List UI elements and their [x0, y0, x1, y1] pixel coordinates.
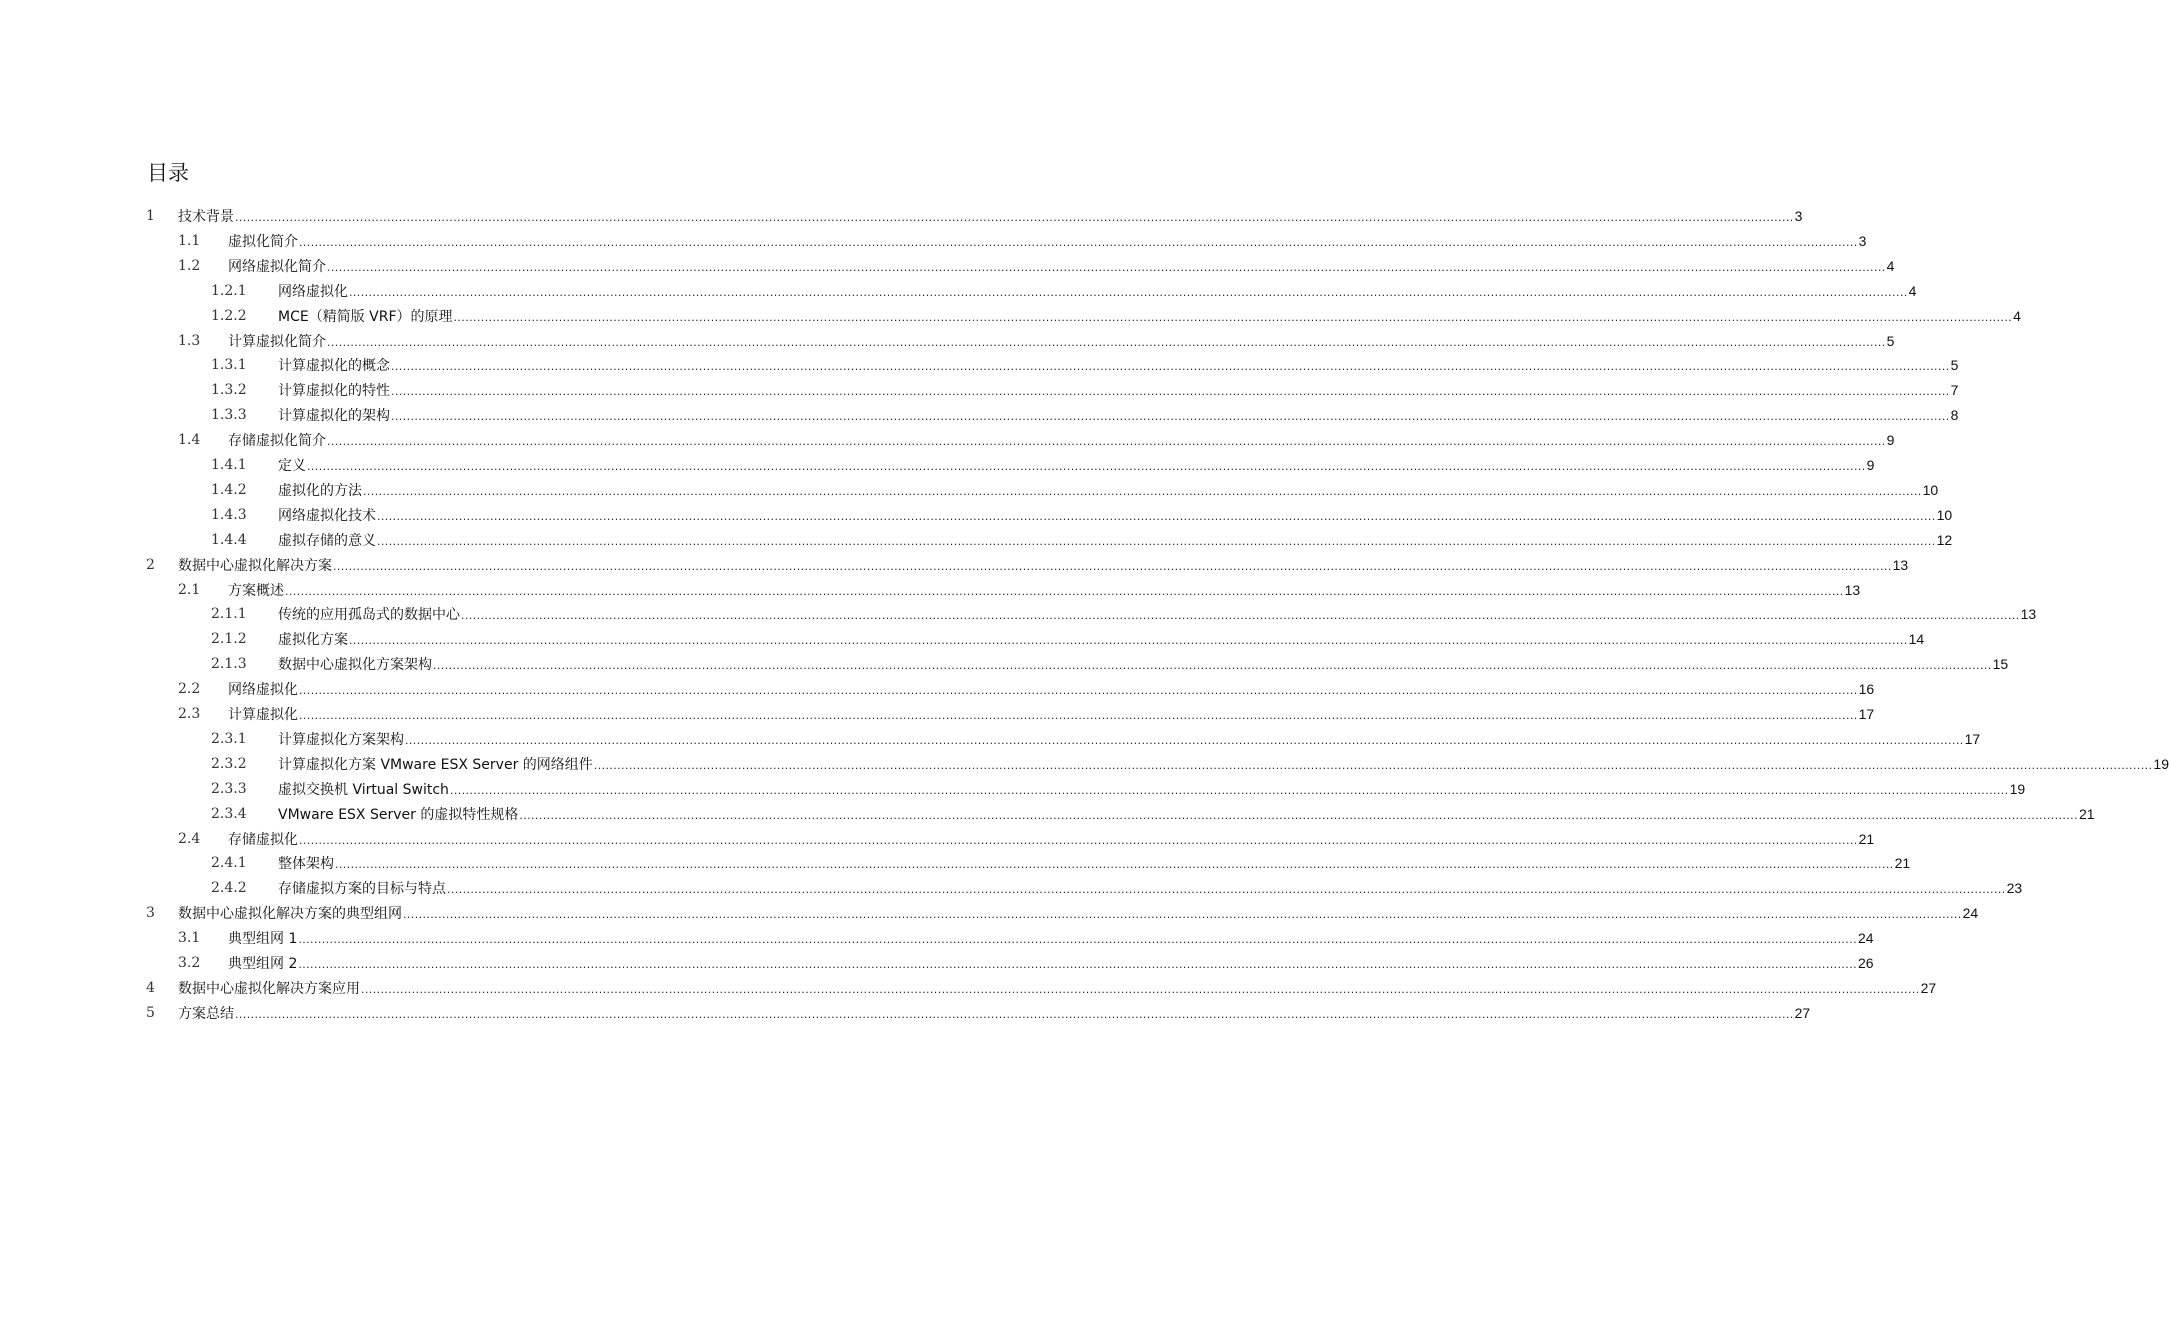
dot-leader: ................................................................................................................................................................................................................................................................................................................................................................................................................ [593, 758, 2153, 772]
toc-entry-number: 2.1.2 [211, 631, 247, 648]
toc-entry-number: 1.3.1 [211, 357, 247, 374]
dot-leader: ................................................................................................................................................................................................................................................................................................................................................................................................................ [299, 833, 1858, 847]
toc-entry-page-number: 13 [2020, 606, 2037, 623]
toc-entry-number: 1.4.4 [211, 531, 247, 548]
toc-entry-line [278, 304, 2021, 331]
dot-leader: ................................................................................................................................................................................................................................................................................................................................................................................................................ [299, 684, 1858, 698]
toc-entry-title[interactable]: 方案总结 [178, 1005, 234, 1022]
toc-entry-number: 2.4.1 [211, 855, 247, 872]
toc-entry-title[interactable]: 计算虚拟化的特性 [278, 383, 390, 400]
dot-leader: ................................................................................................................................................................................................................................................................................................................................................................................................................ [327, 335, 1886, 349]
dot-leader: ................................................................................................................................................................................................................................................................................................................................................................................................................ [298, 933, 1857, 947]
toc-entry[interactable] [0, 1001, 1811, 1026]
dot-leader: ................................................................................................................................................................................................................................................................................................................................................................................................................ [461, 609, 2020, 623]
toc-entry-number: 4 [146, 979, 155, 996]
toc-entry-number: 2.3.3 [211, 780, 247, 797]
toc-entry-number: 1 [146, 208, 155, 224]
toc-entry[interactable] [0, 802, 2095, 827]
toc-entry-line [228, 827, 1875, 854]
toc-entry[interactable] [0, 578, 1861, 603]
toc-entry-title[interactable]: 方案概述 [228, 582, 284, 599]
toc-entry-page-number: 4 [2013, 307, 2021, 324]
toc-entry[interactable] [0, 304, 2021, 329]
toc-entry-title[interactable]: 定义 [278, 458, 306, 474]
toc-entry-number: 1.2 [178, 257, 201, 274]
toc-entry-number: 1.4.1 [211, 457, 247, 473]
toc-entry-page-number: 21 [2078, 805, 2095, 822]
toc-entry-number: 2.3.4 [211, 805, 247, 822]
dot-leader: ................................................................................................................................................................................................................................................................................................................................................................................................................ [349, 285, 1908, 299]
toc-entry-number: 2.1 [178, 581, 201, 598]
dot-leader: ................................................................................................................................................................................................................................................................................................................................................................................................................ [327, 260, 1886, 274]
toc-entry-title[interactable]: 计算虚拟化方案 VMware ESX Server 的网络组件 [278, 756, 593, 773]
dot-leader: ................................................................................................................................................................................................................................................................................................................................................................................................................ [433, 659, 1992, 673]
toc-entry-number: 2.3.1 [211, 730, 247, 747]
toc-entry-page-number: 8 [1950, 407, 1959, 424]
toc-entry-line [278, 403, 1959, 430]
toc-entry-line [278, 627, 1925, 654]
toc-entry-page-number: 3 [1794, 208, 1803, 224]
toc-entry[interactable] [0, 702, 1875, 727]
toc-entry-page-number: 3 [1858, 232, 1867, 249]
toc-entry[interactable] [0, 279, 1917, 304]
toc-entry-page-number: 7 [1950, 382, 1959, 399]
toc-entry-title[interactable]: 存储虚拟化简介 [228, 433, 326, 450]
toc-entry-page-number: 27 [1920, 979, 1937, 996]
toc-entry-number: 1.2.2 [211, 307, 247, 324]
dot-leader: ................................................................................................................................................................................................................................................................................................................................................................................................................ [519, 808, 2078, 822]
toc-entry[interactable] [0, 602, 2037, 627]
toc-entry-page-number: 10 [1922, 481, 1939, 498]
toc-entry-number: 1.4 [178, 432, 201, 449]
toc-entry-number: 3.2 [178, 955, 201, 971]
toc-entry-title[interactable]: VMware ESX Server 的虚拟特性规格 [278, 806, 519, 823]
toc-entry-page-number: 16 [1858, 681, 1875, 698]
toc-entry-number: 5 [146, 1004, 155, 1021]
toc-entry-number: 1.3.2 [211, 382, 247, 399]
toc-entry-title[interactable]: 典型组网 2 [228, 956, 298, 972]
toc-entry-page-number: 24 [1858, 930, 1874, 947]
toc-entry-line [228, 254, 1895, 281]
dot-leader: ................................................................................................................................................................................................................................................................................................................................................................................................................ [307, 460, 1866, 473]
toc-entry-number: 3 [146, 905, 155, 922]
toc-entry-page-number: 21 [1858, 830, 1875, 847]
toc-entry-page-number: 9 [1866, 457, 1875, 473]
toc-entry-title[interactable]: 虚拟化简介 [228, 233, 298, 250]
toc-entry[interactable] [0, 204, 1803, 229]
dot-leader: ................................................................................................................................................................................................................................................................................................................................................................................................................ [298, 958, 1857, 971]
toc-entry[interactable] [0, 428, 1895, 453]
toc-entry-title[interactable]: 虚拟交换机 Virtual Switch [278, 781, 449, 798]
toc-entry-page-number: 12 [1936, 531, 1953, 548]
dot-leader: ................................................................................................................................................................................................................................................................................................................................................................................................................ [377, 509, 1936, 523]
toc-entry-line [278, 279, 1917, 306]
toc-entry-number: 1.3 [178, 332, 201, 349]
dot-leader: ................................................................................................................................................................................................................................................................................................................................................................................................................ [335, 858, 1894, 872]
toc-entry-number: 1.4.2 [211, 481, 247, 498]
toc-entry[interactable] [0, 752, 2169, 777]
toc-entry-line [278, 851, 1911, 878]
dot-leader: ................................................................................................................................................................................................................................................................................................................................................................................................................ [363, 484, 1922, 498]
toc-entry-number: 1.4.3 [211, 506, 247, 523]
dot-leader: ................................................................................................................................................................................................................................................................................................................................................................................................................ [235, 1007, 1794, 1021]
toc-entry-title[interactable]: 网络虚拟化简介 [228, 258, 326, 275]
dot-leader: ................................................................................................................................................................................................................................................................................................................................................................................................................ [327, 435, 1886, 449]
toc-entry-page-number: 19 [2009, 780, 2026, 797]
toc-entry-title[interactable]: 数据中心虚拟化解决方案应用 [178, 980, 360, 997]
dot-leader: ................................................................................................................................................................................................................................................................................................................................................................................................................ [391, 360, 1950, 374]
toc-entry[interactable] [0, 254, 1895, 279]
dot-leader: ................................................................................................................................................................................................................................................................................................................................................................................................................ [403, 908, 1962, 922]
toc-entry-page-number: 23 [2006, 880, 2023, 897]
toc-entry-page-number: 14 [1908, 631, 1925, 648]
toc-entry-line [278, 353, 1959, 380]
toc-entry-title[interactable]: 存储虚拟方案的目标与特点 [278, 881, 446, 898]
toc-entry-page-number: 24 [1962, 905, 1979, 922]
toc-entry-number: 2 [146, 556, 155, 573]
dot-leader: ................................................................................................................................................................................................................................................................................................................................................................................................................ [391, 410, 1950, 424]
toc-entry-page-number: 17 [1858, 706, 1875, 722]
toc-entry-line [228, 926, 1874, 953]
toc-entry-line [228, 229, 1867, 256]
dot-leader: ................................................................................................................................................................................................................................................................................................................................................................................................................ [361, 982, 1920, 996]
toc-entry[interactable] [0, 553, 1909, 578]
toc-entry-title[interactable]: 计算虚拟化的概念 [278, 358, 390, 375]
toc-entry-title[interactable]: 数据中心虚拟化方案架构 [278, 657, 432, 674]
dot-leader: ................................................................................................................................................................................................................................................................................................................................................................................................................ [391, 385, 1950, 399]
toc-entry[interactable] [0, 727, 1981, 752]
toc-entry-page-number: 26 [1858, 955, 1874, 971]
toc-entry[interactable] [0, 901, 1979, 926]
toc-entry-line [278, 378, 1959, 405]
toc-entry-line [178, 901, 1979, 928]
toc-entry-title[interactable]: 网络虚拟化 [278, 283, 348, 300]
toc-entry-title[interactable]: 数据中心虚拟化解决方案 [178, 557, 332, 574]
toc-entry-line [228, 951, 1874, 978]
dot-leader: ................................................................................................................................................................................................................................................................................................................................................................................................................ [333, 559, 1892, 573]
toc-entry-line [178, 1001, 1811, 1028]
toc-entry[interactable] [0, 528, 1953, 553]
toc-entry-line [228, 329, 1895, 356]
toc-entry-number: 3.1 [178, 930, 201, 947]
toc-entry[interactable] [0, 478, 1939, 503]
toc-entry-line [228, 702, 1875, 729]
toc-entry-line [278, 602, 2037, 629]
toc-entry-line [178, 553, 1909, 580]
toc-entry-number: 2.2 [178, 681, 201, 698]
dot-leader: ................................................................................................................................................................................................................................................................................................................................................................................................................ [299, 235, 1858, 249]
toc-entry-page-number: 15 [1992, 656, 2009, 673]
toc-entry-number: 1.3.3 [211, 407, 247, 424]
toc-entry-page-number: 5 [1950, 357, 1959, 374]
toc-entry-number: 2.4.2 [211, 880, 247, 897]
toc-entry-title[interactable]: 网络虚拟化 [228, 682, 298, 699]
dot-leader: ................................................................................................................................................................................................................................................................................................................................................................................................................ [299, 709, 1858, 722]
toc-entry[interactable] [0, 926, 1874, 951]
toc-entry-page-number: 4 [1908, 282, 1917, 299]
toc-entry-title[interactable]: 计算虚拟化方案架构 [278, 731, 404, 748]
toc-entry[interactable] [0, 403, 1959, 428]
toc-entry-line [278, 503, 1953, 530]
toc-entry-line [278, 528, 1953, 555]
toc-entry-page-number: 17 [1964, 730, 1981, 747]
toc-entry-number: 2.4 [178, 830, 201, 847]
toc-entry[interactable] [0, 976, 1937, 1001]
toc-entry-title[interactable]: 计算虚拟化的架构 [278, 408, 390, 425]
toc-entry-line [278, 752, 2169, 779]
dot-leader: ................................................................................................................................................................................................................................................................................................................................................................................................................ [235, 211, 1794, 224]
dot-leader: ................................................................................................................................................................................................................................................................................................................................................................................................................ [447, 883, 2006, 897]
toc-entry[interactable] [0, 503, 1953, 528]
toc-entry[interactable] [0, 876, 2023, 901]
toc-entry-page-number: 5 [1886, 332, 1895, 349]
dot-leader: ................................................................................................................................................................................................................................................................................................................................................................................................................ [453, 310, 2013, 324]
toc-entry-line [178, 976, 1937, 1003]
toc-entry[interactable] [0, 677, 1875, 702]
toc-entry-line [278, 727, 1981, 754]
toc-entry-title[interactable]: 网络虚拟化技术 [278, 507, 376, 524]
toc-entry[interactable] [0, 378, 1959, 403]
toc-entry-page-number: 13 [1844, 581, 1861, 598]
dot-leader: ................................................................................................................................................................................................................................................................................................................................................................................................................ [449, 783, 2009, 797]
toc-entry-line [228, 428, 1895, 455]
toc-entry-line [228, 677, 1875, 704]
toc-entry-title[interactable]: 典型组网 1 [228, 931, 298, 948]
toc-entry-line [228, 578, 1861, 605]
toc-entry-number: 2.3 [178, 706, 201, 722]
toc-entry-title[interactable]: 虚拟存储的意义 [278, 532, 376, 549]
dot-leader: ................................................................................................................................................................................................................................................................................................................................................................................................................ [285, 584, 1844, 598]
toc-entry[interactable] [0, 229, 1867, 254]
toc-entry[interactable] [0, 627, 1925, 652]
toc-entry-title[interactable]: 虚拟化的方法 [278, 482, 362, 499]
dot-leader: ................................................................................................................................................................................................................................................................................................................................................................................................................ [405, 733, 1964, 747]
toc-entry-title[interactable]: 虚拟化方案 [278, 632, 348, 649]
toc-entry-title[interactable]: 数据中心虚拟化解决方案的典型组网 [178, 906, 402, 923]
toc-entry[interactable] [0, 777, 2026, 802]
dot-leader: ................................................................................................................................................................................................................................................................................................................................................................................................................ [377, 534, 1936, 548]
toc-entry-page-number: 21 [1894, 855, 1911, 872]
toc-entry-number: 2.1.1 [211, 606, 247, 623]
toc-entry-page-number: 19 [2153, 755, 2169, 772]
toc-entry-title[interactable]: 存储虚拟化 [228, 831, 298, 848]
toc-entry[interactable] [0, 652, 2009, 677]
toc-entry-line [278, 478, 1939, 505]
toc-entry-title[interactable]: 整体架构 [278, 856, 334, 873]
toc-entry-number: 1.2.1 [211, 282, 247, 299]
toc-entry-title[interactable]: 技术背景 [178, 209, 234, 225]
toc-entry[interactable] [0, 453, 1875, 478]
toc-entry-title[interactable]: MCE（精简版 VRF）的原理 [278, 308, 453, 325]
toc-entry-line [178, 204, 1803, 231]
toc-entry[interactable] [0, 951, 1874, 976]
toc-entry-page-number: 13 [1892, 556, 1909, 573]
toc-entry-line [278, 876, 2023, 903]
toc-entry-number: 2.1.3 [211, 656, 247, 673]
toc-entry-number: 2.3.2 [211, 755, 247, 772]
toc-entry[interactable] [0, 851, 1911, 876]
toc-entry-line [278, 453, 1875, 480]
toc-entry-line [278, 802, 2095, 829]
toc-entry-page-number: 10 [1936, 506, 1953, 523]
dot-leader: ................................................................................................................................................................................................................................................................................................................................................................................................................ [349, 634, 1908, 648]
toc-entry-page-number: 4 [1886, 257, 1895, 274]
toc-entry-title[interactable]: 传统的应用孤岛式的数据中心 [278, 607, 460, 624]
toc-entry-title[interactable]: 计算虚拟化 [228, 707, 298, 723]
toc-entry-line [278, 777, 2026, 804]
toc-entry-page-number: 9 [1886, 432, 1895, 449]
toc-title: 目录 [147, 161, 189, 185]
toc-entry-title[interactable]: 计算虚拟化简介 [228, 333, 326, 350]
toc-entry[interactable] [0, 329, 1895, 354]
toc-entry[interactable] [0, 353, 1959, 378]
toc-entry-number: 1.1 [178, 232, 201, 249]
toc-entry-line [278, 652, 2009, 679]
toc-entry[interactable] [0, 827, 1875, 852]
toc-entry-page-number: 27 [1794, 1004, 1811, 1021]
